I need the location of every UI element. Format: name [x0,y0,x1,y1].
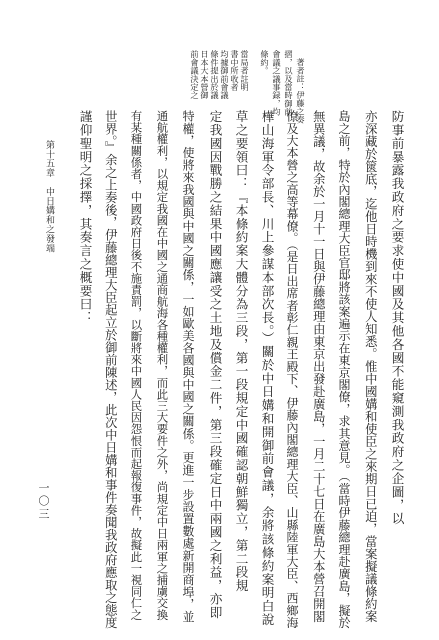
header-note-line: 摺，以及當時御前 [284,50,294,116]
text-column: 通航權利，以規定我國在中國之通商航海各種權利，而此三大要件之外，尚規定中日兩軍之捕虜交換 [155,110,170,621]
text-column: 草之要領曰：『本條約案大體分為三段，第一段規定中國確認朝鮮獨立，第二段規 [233,110,249,593]
header-note-line: 會議之議事録，均 [272,50,282,116]
text-column: 世界。』余之上奏後，伊藤總理大臣起立於御前陳述，此次中日媾和事件奏聞我政府應取之態度 [103,110,118,629]
text-column: 防事前暴露我政府之要求使中國及其他各國不能窺測我政府之企圖，以 [389,110,405,526]
text-column: 僚及大本營之高等幕僚。（是日出席者彰仁親王殿下、伊藤內閣總理大臣、山縣陸軍大臣、西鄉海 [285,110,299,629]
text-column: 謹仰聖明之採擇，其奏言之概要曰： [77,110,93,325]
side-note-line: 條件提出於議 [210,50,220,100]
text-column: 有某種關係者，中國政府日後不施責罰，以斷將來中國人民因怨恨而起報復事件，故擬此一視同仁之 [129,110,144,621]
text-column: 無異議，故余於一月十一日與伊藤總理由東京出發赴廣島，一月二十七日在廣島大本營召開閣 [311,110,326,623]
side-note-line: 當局者註明 [240,50,250,91]
header-note-line: 條約。 [260,50,270,75]
page-number: 一〇三 [37,482,50,521]
side-note-line: 書中所收者 [230,50,240,91]
header-note-line: 著者註：伊藤之奏 [296,58,306,124]
text-column: 島之前，特於內閣總理大臣官邸將該案遍示在東京閣僚，求其意見。（當時伊藤總理赴廣島，擬於 [337,110,351,629]
text-column: 定我國因戰勝之結果中國應讓受之土地及償金二件，第三段確定日中兩國之利益，亦即 [207,110,223,620]
side-note-line: 日本大本營御 [200,50,210,100]
text-column: 亦深藏於篋底，迄他日時機到來不使人知悉。惟中國媾和使臣之來期日已迫，當案擬議條約案 [363,110,378,623]
text-column: 樺山海軍令部長、川上參謀本部次長。）關於中日媾和開御前會議，余將該條約案明白說 [259,110,275,627]
side-note-line: 前會議決定之 [190,50,200,100]
side-note-line: 均據御前會議 [220,50,230,100]
text-column: 特權，使將來我國與中國之關係，一如歐美各國與中國之關係。更進一步設置數處新開商埠，並 [181,110,195,623]
chapter-header: 第十五章 中日媾和之發端 [44,140,54,253]
